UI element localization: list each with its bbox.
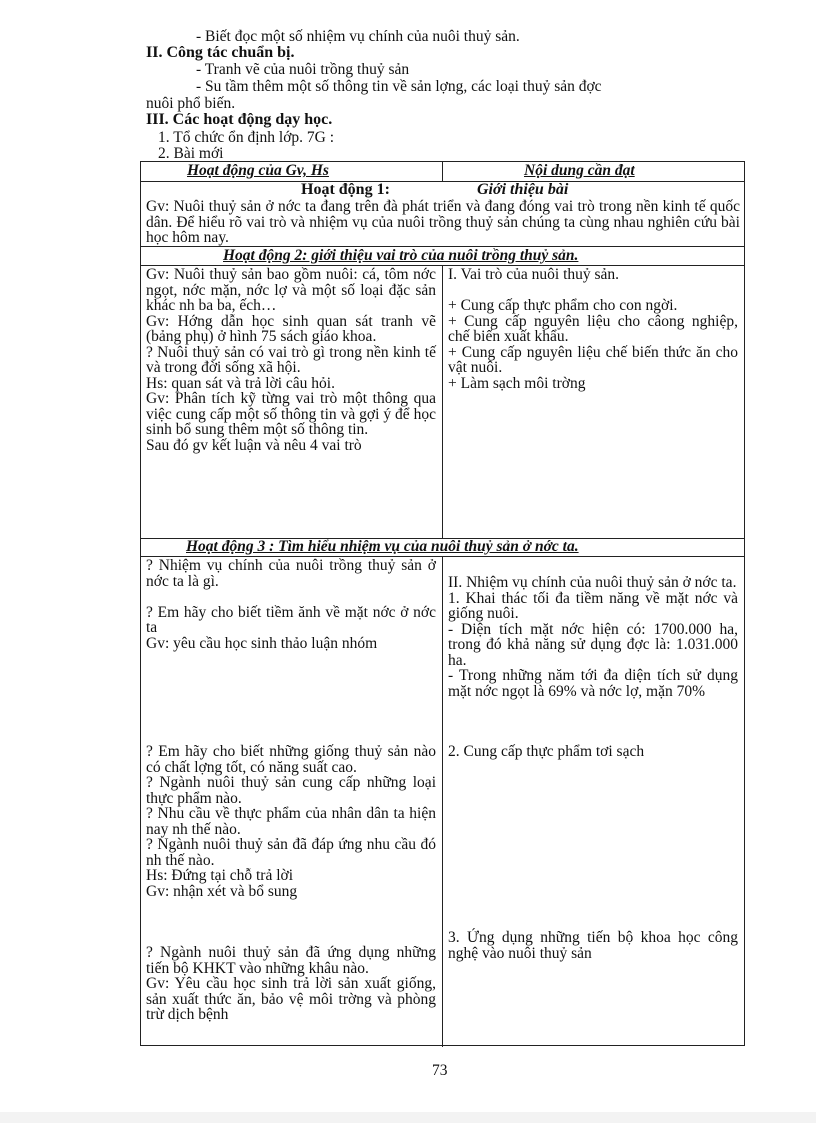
column-header-content: Nội dung cần đạt	[524, 162, 635, 179]
section2-title: II. Công tác chuẩn bị.	[146, 44, 295, 61]
activity3-task-1: II. Nhiệm vụ chính của nuôi thuỷ sản ở nớc ta. 1. Khai thác tối đa tiềm năng về mặt nớc và giống nuôi. - Diện tích mặt nớc hiện có: 1700.000 ha, trong đó khả năng sử dụng đợc là: 1.031.000 ha. - Trong những năm tới đa diện tích sử dụng mặt nớc ngọt là 69% và nớc lợ, mặn 70%	[448, 574, 738, 700]
section3-title: III. Các hoạt động dạy học.	[146, 111, 333, 128]
activity3-task-2: 2. Cung cấp thực phẩm tơi sạch	[448, 743, 645, 760]
activity2-title: Hoạt động 2: giới thiệu vai trò của nuôi trồng thuỷ sản.	[223, 247, 579, 264]
activity3-divider	[442, 556, 443, 1047]
step-2: 2. Bài mới	[158, 145, 224, 162]
objective-line: - Biết đọc một số nhiệm vụ chính của nuôi thuỷ sản.	[196, 28, 520, 45]
activity3-questions-a: ? Nhiệm vụ chính của nuôi trồng thuỷ sản ở nớc ta là gì. ? Em hãy cho biết tiềm ănh về mặt nớc ở nớc ta Gv: yêu cầu học sinh thảo luận nhóm	[146, 557, 436, 652]
activity1-subtitle: Giới thiệu bài	[477, 181, 569, 198]
activity3-questions-c: ? Ngành nuôi thuỷ sản đã ứng dụng những tiến bộ KHKT vào những khâu nào. Gv: Yêu cầu học sinh trả lời sản xuất giống, sản xuất thức ăn, bảo vệ môi trờng và phòng trừ dịch bệnh	[146, 944, 436, 1023]
header-divider	[442, 162, 443, 181]
prep-item-2-line1: - Su tầm thêm một số thông tin về sản lợng, các loại thuỷ sản đợc	[196, 78, 602, 95]
activity2-content-column: I. Vai trò của nuôi thuỷ sản. + Cung cấp thực phẩm cho con ngời. + Cung cấp nguyên liệu cho câong nghiệp, chế biến xuất khẩu. + Cung cấp nguyên liệu chế biến thức ăn cho vật nuôi. + Làm sạch môi trờng	[448, 266, 738, 392]
header-rule	[141, 181, 744, 182]
activity3-questions-b: ? Em hãy cho biết những giống thuỷ sản nào có chất lợng tốt, có năng suất cao. ? Ngành nuôi thuỷ sản cung cấp những loại thực phẩm nào. ? Nhu cầu về thực phẩm của nhân dân ta hiện nay nh thế nào. ? Ngành nuôi thuỷ sản đã đáp ứng nhu cầu đó nh thế nào. Hs: Đứng tại chỗ trả lời Gv: nhận xét và bổ sung	[146, 743, 436, 900]
activity2-teacher-column: Gv: Nuôi thuỷ sản bao gồm nuôi: cá, tôm nớc ngọt, nớc mặn, nớc lợ và một số loại đặc sản khác nh ba ba, ếch… Gv: Hớng dẫn học sinh quan sát tranh vẽ (bảng phụ) ở hình 75 sách giáo khoa. ? Nuôi thuỷ sản có vai trò gì trong nền kinh tế và trong đời sống xã hội. Hs: quan sát và trả lời câu hỏi. Gv: Phân tích kỹ từng vai trò một thông qua việc cung cấp một số thông tin và gợi ý để học sinh bổ sung thêm một số thông tin. Sau đó gv kết luận và nêu 4 vai trò	[146, 266, 436, 454]
activity1-title: Hoạt động 1:	[301, 181, 390, 198]
step-1: 1. Tổ chức ổn định lớp. 7G :	[158, 129, 335, 146]
activity1-text: Gv: Nuôi thuỷ sản ở nớc ta đang trên đà phát triển và đang đóng vai trò trong nền kinh tế quốc dân. Để hiểu rõ vai trò và nhiệm vụ của nuôi trồng thuỷ sản chúng ta cùng nhau nghiên cứu bài học hôm nay.	[146, 198, 740, 246]
page-bottom-band	[0, 1112, 816, 1123]
activity2-divider	[442, 265, 443, 538]
activity3-title: Hoạt động 3 : Tìm hiểu nhiệm vụ của nuôi thuỷ sản ở nớc ta.	[186, 538, 579, 555]
activity3-task-3: 3. Ứng dụng những tiến bộ khoa học công nghệ vào nuôi thuỷ sản	[448, 929, 738, 962]
page-number: 73	[432, 1062, 448, 1079]
column-header-activities: Hoạt động của Gv, Hs	[187, 162, 329, 179]
lesson-table	[140, 161, 745, 1046]
prep-item-1: - Tranh vẽ của nuôi trồng thuỷ sản	[196, 61, 410, 78]
prep-item-2-line2: nuôi phổ biến.	[146, 95, 236, 112]
